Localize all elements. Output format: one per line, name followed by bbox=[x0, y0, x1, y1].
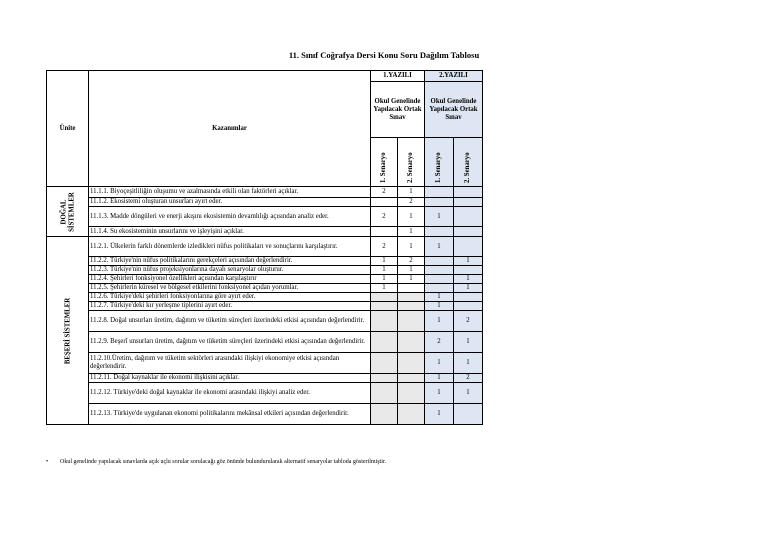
question-count-cell: 2 bbox=[398, 198, 425, 207]
question-count-cell: 1 bbox=[371, 266, 398, 275]
question-count-cell bbox=[425, 257, 454, 266]
table-row bbox=[47, 266, 483, 275]
unit-label: DOĞAL SİSTEMLER bbox=[60, 191, 75, 232]
question-count-cell: 2 bbox=[398, 257, 425, 266]
question-count-cell bbox=[454, 237, 483, 257]
question-count-cell: 2 bbox=[425, 332, 454, 353]
table-row bbox=[47, 293, 483, 302]
question-count-cell: 1 bbox=[398, 187, 425, 198]
question-count-cell bbox=[371, 374, 398, 383]
question-count-cell bbox=[371, 404, 398, 425]
kazanim-text: 11.2.10.Üretim, dağıtım ve tüketim sektörleri arasındaki ilişkiyi ekonomiye etkisi açısından değerlendirir. bbox=[89, 353, 371, 374]
question-count-cell: 2 bbox=[454, 311, 483, 332]
table-row bbox=[47, 311, 483, 332]
question-count-cell: 1 bbox=[425, 293, 454, 302]
question-count-cell: 1 bbox=[425, 383, 454, 404]
question-count-cell bbox=[454, 198, 483, 207]
kazanim-text: 11.2.11. Doğal kaynaklar ile ekonomi ilişkisini açıklar. bbox=[89, 374, 371, 383]
table-row bbox=[47, 275, 483, 284]
unit-beseri-sistemler bbox=[47, 237, 89, 425]
kazanim-text: 11.2.3. Türkiye'nin nüfus projeksiyonlarına dayalı senaryolar oluşturur. bbox=[89, 266, 371, 275]
kazanim-text: 11.1.4. Su ekosisteminin unsurlarını ve işleyişini açıklar. bbox=[89, 227, 371, 237]
question-count-cell: 2 bbox=[371, 237, 398, 257]
header-yazili-2: 2.YAZILI bbox=[425, 71, 483, 82]
question-count-cell bbox=[425, 198, 454, 207]
question-count-cell: 1 bbox=[398, 275, 425, 284]
question-count-cell: 1 bbox=[425, 302, 454, 311]
unit-dogal-sistemler bbox=[47, 187, 89, 237]
question-count-cell bbox=[371, 353, 398, 374]
question-count-cell bbox=[398, 332, 425, 353]
kazanim-text: 11.2.2. Türkiye'nin nüfus politikalarını gerekçeleri açısından değerlendirir. bbox=[89, 257, 371, 266]
header-yazili-1: 1.YAZILI bbox=[371, 71, 425, 82]
table-row bbox=[47, 187, 483, 198]
table-row bbox=[47, 198, 483, 207]
header-senaryo-1a-label: 1. Senaryo bbox=[380, 152, 387, 183]
question-count-cell bbox=[398, 284, 425, 293]
unit-label: BEŞERİ SİSTEMLER bbox=[63, 297, 71, 364]
distribution-table bbox=[46, 70, 483, 425]
table-row bbox=[47, 227, 483, 237]
question-count-cell bbox=[398, 374, 425, 383]
question-count-cell bbox=[371, 311, 398, 332]
header-ortak-sinav-2: Okul Genelinde Yapılacak Ortak Sınav bbox=[425, 82, 483, 138]
header-senaryo-2b bbox=[454, 138, 483, 187]
header-senaryo-2b-label: 2. Senaryo bbox=[464, 152, 471, 183]
footnote-bullet: • bbox=[46, 459, 49, 465]
question-count-cell bbox=[425, 187, 454, 198]
header-senaryo-1a bbox=[371, 138, 398, 187]
kazanim-text: 11.2.4. Şehirleri fonksiyonel özellikleri açısından karşılaştırır bbox=[89, 275, 371, 284]
kazanim-text: 11.2.7. Türkiye'deki kır yerleşme tiplerini ayırt eder. bbox=[89, 302, 371, 311]
question-count-cell bbox=[371, 293, 398, 302]
question-count-cell bbox=[425, 275, 454, 284]
question-count-cell bbox=[371, 198, 398, 207]
question-count-cell bbox=[425, 266, 454, 275]
table-row bbox=[47, 257, 483, 266]
question-count-cell: 1 bbox=[454, 353, 483, 374]
question-count-cell: 1 bbox=[425, 353, 454, 374]
kazanim-text: 11.1.3. Madde döngüleri ve enerji akışını ekosistemin devamlılığı açısından analiz eder. bbox=[89, 207, 371, 227]
kazanim-text: 11.2.5. Şehirlerin küresel ve bölgesel etkilerini fonksiyonel açıdan yorumlar. bbox=[89, 284, 371, 293]
header-senaryo-1b-label: 1. Senaryo bbox=[435, 152, 442, 183]
header-ortak-sinav-1: Okul Genelinde Yapılacak Ortak Sınav bbox=[371, 82, 425, 138]
kazanim-text: 11.2.1. Ülkelerin farklı dönemlerde izledikleri nüfus politikaları ve sonuçlarını karşılaştırır. bbox=[89, 237, 371, 257]
question-count-cell bbox=[371, 383, 398, 404]
kazanim-text: 11.2.12. Türkiye'deki doğal kaynaklar ile ekonomi arasındaki ilişkiyi analiz eder. bbox=[89, 383, 371, 404]
table-row bbox=[47, 302, 483, 311]
header-kazanimlar: Kazanımlar bbox=[89, 71, 371, 187]
header-unite: Ünite bbox=[47, 71, 89, 187]
table-row bbox=[47, 374, 483, 383]
table-row bbox=[47, 207, 483, 227]
question-count-cell: 1 bbox=[425, 237, 454, 257]
kazanim-text: 11.2.8. Doğal unsurları üretim, dağıtım ve tüketim süreçleri üzerindeki etkisi açısından değerlendirir. bbox=[89, 311, 371, 332]
question-count-cell bbox=[371, 302, 398, 311]
question-count-cell: 1 bbox=[425, 311, 454, 332]
question-count-cell bbox=[454, 207, 483, 227]
table-row bbox=[47, 237, 483, 257]
question-count-cell: 1 bbox=[371, 257, 398, 266]
question-count-cell bbox=[398, 311, 425, 332]
question-count-cell: 1 bbox=[454, 275, 483, 284]
question-count-cell bbox=[371, 227, 398, 237]
question-count-cell bbox=[425, 284, 454, 293]
table-row bbox=[47, 404, 483, 425]
question-count-cell: 1 bbox=[425, 404, 454, 425]
question-count-cell bbox=[454, 404, 483, 425]
page-title: 11. Sınıf Coğrafya Dersi Konu Soru Dağılım Tablosu bbox=[288, 50, 480, 60]
question-count-cell bbox=[371, 332, 398, 353]
question-count-cell bbox=[454, 293, 483, 302]
question-count-cell: 1 bbox=[425, 374, 454, 383]
question-count-cell bbox=[454, 302, 483, 311]
question-count-cell bbox=[454, 187, 483, 198]
header-senaryo-1b bbox=[425, 138, 454, 187]
question-count-cell: 2 bbox=[454, 374, 483, 383]
header-senaryo-2a-label: 2. Senaryo bbox=[407, 152, 414, 183]
question-count-cell: 1 bbox=[371, 284, 398, 293]
question-count-cell bbox=[398, 383, 425, 404]
kazanim-text: 11.2.9. Beşerî unsurları üretim, dağıtım ve tüketim süreçleri üzerindeki etkisi açısından değerlendirir. bbox=[89, 332, 371, 353]
question-count-cell: 1 bbox=[398, 227, 425, 237]
footnote-text: Okul genelinde yapılacak sınavlarda açık uçlu sorular sorulacağı göz önünde bulundurularak alternatif senaryolar tabloda gösterilmiştir. bbox=[60, 459, 387, 465]
table-row bbox=[47, 383, 483, 404]
question-count-cell: 1 bbox=[398, 266, 425, 275]
question-count-cell: 1 bbox=[454, 284, 483, 293]
question-count-cell bbox=[454, 227, 483, 237]
question-count-cell: 1 bbox=[425, 207, 454, 227]
question-count-cell: 1 bbox=[371, 275, 398, 284]
header-senaryo-2a bbox=[398, 138, 425, 187]
question-count-cell: 1 bbox=[398, 207, 425, 227]
question-count-cell: 2 bbox=[371, 207, 398, 227]
footnote bbox=[46, 459, 386, 465]
question-count-cell bbox=[398, 293, 425, 302]
table-row bbox=[47, 284, 483, 293]
table-row bbox=[47, 353, 483, 374]
kazanim-text: 11.2.13. Türkiye'de uygulanan ekonomi politikalarını mekânsal etkileri açısından değerlendirir. bbox=[89, 404, 371, 425]
kazanim-text: 11.1.1. Biyoçeşitliliğin oluşumu ve azalmasında etkili olan faktörleri açıklar. bbox=[89, 187, 371, 198]
question-count-cell bbox=[398, 302, 425, 311]
question-count-cell bbox=[398, 404, 425, 425]
question-count-cell bbox=[425, 227, 454, 237]
kazanim-text: 11.2.6. Türkiye'deki şehirleri fonksiyonlarına göre ayırt eder. bbox=[89, 293, 371, 302]
table-row bbox=[47, 332, 483, 353]
question-count-cell: 1 bbox=[454, 257, 483, 266]
question-count-cell: 2 bbox=[371, 187, 398, 198]
question-count-cell bbox=[454, 266, 483, 275]
question-count-cell bbox=[398, 353, 425, 374]
question-count-cell: 1 bbox=[454, 332, 483, 353]
kazanim-text: 11.1.2. Ekosistemi oluşturan unsurları ayırt eder. bbox=[89, 198, 371, 207]
question-count-cell: 1 bbox=[398, 237, 425, 257]
question-count-cell: 1 bbox=[454, 383, 483, 404]
